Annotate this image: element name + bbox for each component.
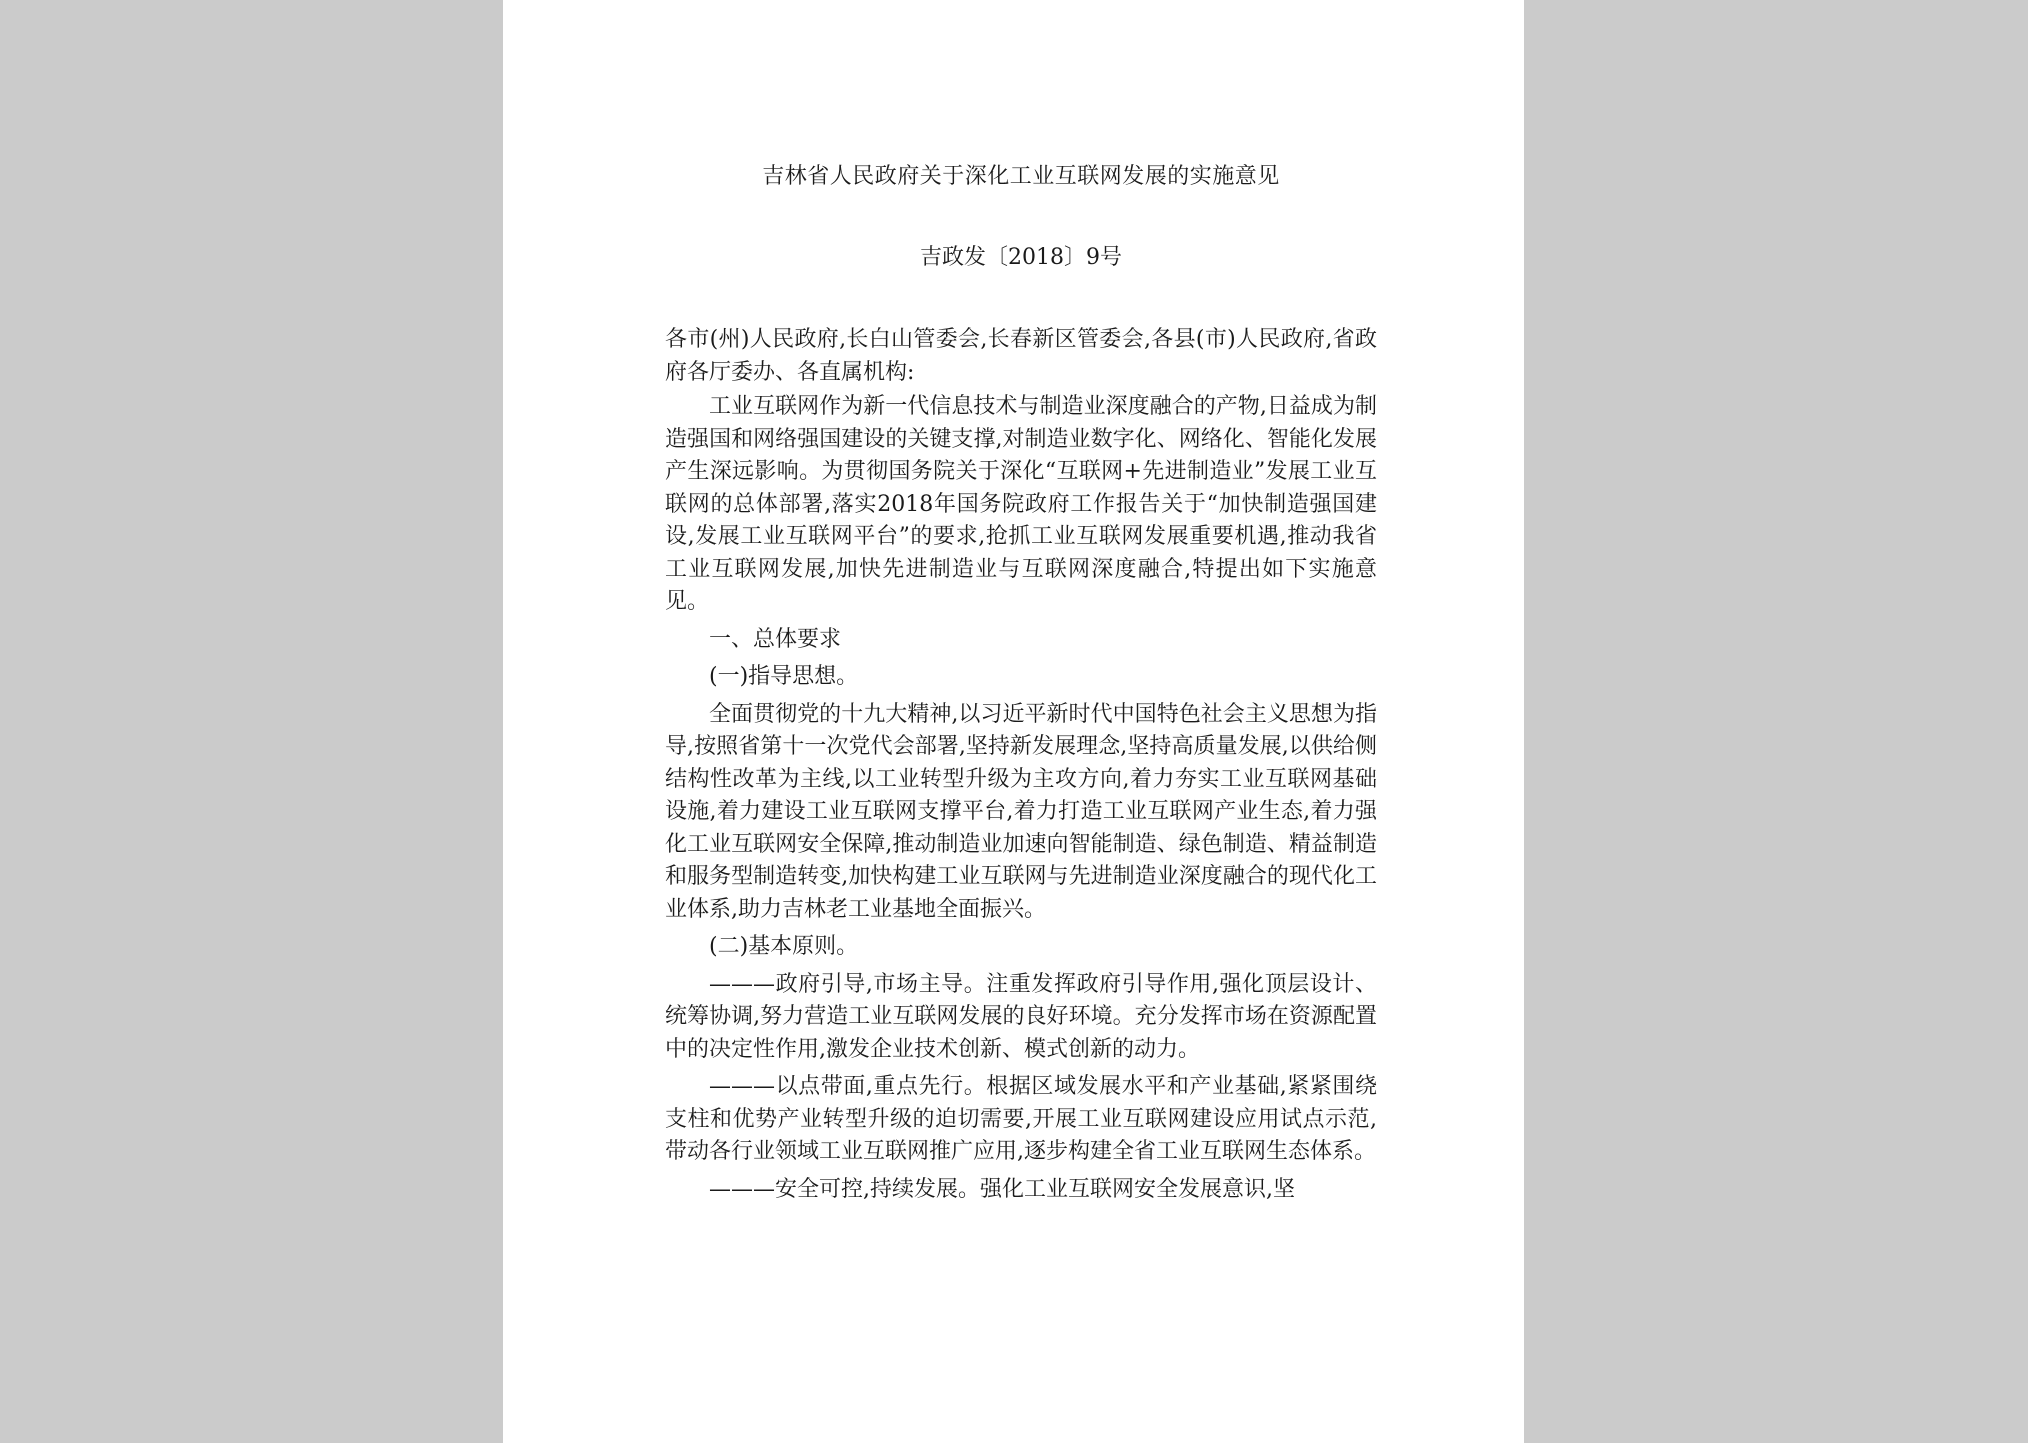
- section-heading-general-requirements: 一、总体要求: [709, 626, 842, 652]
- principle-paragraph-government-guidance: ———政府引导,市场主导。注重发挥政府引导作用,强化顶层设计、统筹协调,努力营造工业互联网发展的良好环境。充分发挥市场在资源配置中的决定性作用,激发企业技术创新、模式创新的动力。: [665, 971, 1377, 1062]
- subsection-heading-basic-principles: (二)基本原则。: [709, 934, 859, 959]
- document-body: [665, 324, 1377, 1206]
- addressee-paragraph: 各市(州)人民政府,长白山管委会,长春新区管委会,各县(市)人民政府,省政府各厅委办、各直属机构:: [665, 327, 1377, 385]
- principle-paragraph-key-areas-first: ———以点带面,重点先行。根据区域发展水平和产业基础,紧紧围绕支柱和优势产业转型升级的迫切需要,开展工业互联网建设应用试点示范,带动各行业领域工业互联网推广应用,逐步构建全省工业互联网生态体系。: [665, 1074, 1377, 1164]
- principle-paragraph-security: ———安全可控,持续发展。强化工业互联网安全发展意识,坚: [709, 1176, 1295, 1202]
- document-title: 吉林省人民政府关于深化工业互联网发展的实施意见: [762, 164, 1280, 189]
- intro-paragraph: 工业互联网作为新一代信息技术与制造业深度融合的产物,日益成为制造强国和网络强国建设的关键支撑,对制造业数字化、网络化、智能化发展产生深远影响。为贯彻国务院关于深化“互联网+先进制造业”发展工业互联网的总体部署,落实2018年国务院政府工作报告关于“加快制造强国建设,发展工业互联网平台”的要求,抢抓工业互联网发展重要机遇,推动我省工业互联网发展,加快先进制造业与互联网深度融合,特提出如下实施意见。: [665, 394, 1377, 614]
- guiding-ideology-paragraph: 全面贯彻党的十九大精神,以习近平新时代中国特色社会主义思想为指导,按照省第十一次党代会部署,坚持新发展理念,坚持高质量发展,以供给侧结构性改革为主线,以工业转型升级为主攻方向,着力夯实工业互联网基础设施,着力建设工业互联网支撑平台,着力打造工业互联网产业生态,着力强化工业互联网安全保障,推动制造业加速向智能制造、绿色制造、精益制造和服务型制造转变,加快构建工业互联网与先进制造业深度融合的现代化工业体系,助力吉林老工业基地全面振兴。: [665, 701, 1377, 922]
- document-number: 吉政发〔2018〕9号: [920, 245, 1122, 270]
- document-page: [503, 0, 1524, 1443]
- subsection-heading-guiding-ideology: (一)指导思想。: [709, 664, 859, 689]
